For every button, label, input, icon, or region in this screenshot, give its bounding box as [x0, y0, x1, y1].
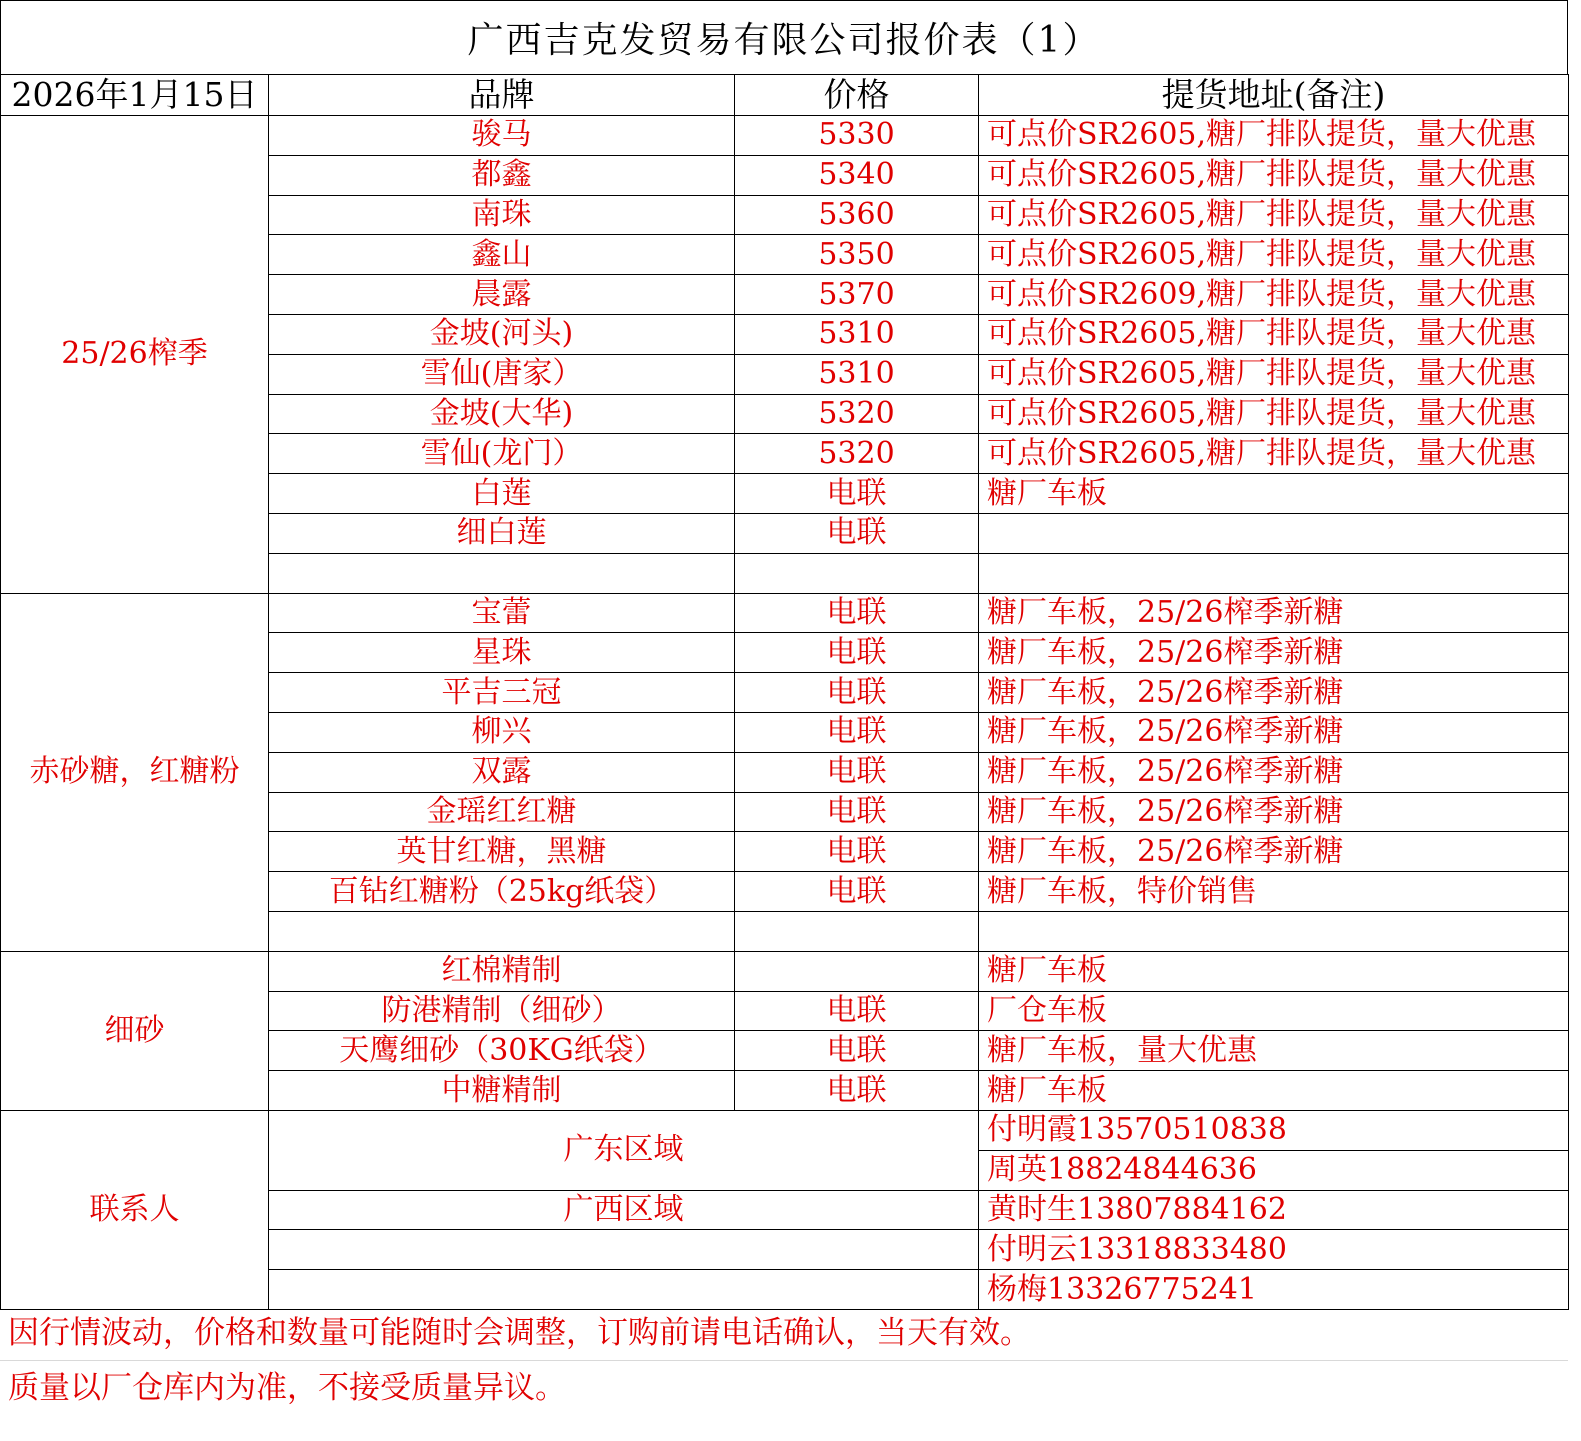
price-cell: 电联 [735, 513, 979, 553]
empty-region-cell [269, 1270, 979, 1310]
price-cell: 电联 [735, 752, 979, 792]
remark-cell: 糖厂车板，25/26榨季新糖 [979, 673, 1569, 713]
brand-cell: 鑫山 [269, 235, 735, 275]
remark-cell: 可点价SR2605,糖厂排队提货，量大优惠 [979, 314, 1569, 354]
remark-cell: 可点价SR2605,糖厂排队提货，量大优惠 [979, 235, 1569, 275]
sheet-title: 广西吉克发贸易有限公司报价表（1） [0, 0, 1568, 74]
price-cell: 5310 [735, 354, 979, 394]
brand-cell: 红棉精制 [269, 951, 735, 991]
table-row [1, 116, 1569, 156]
contacts-category-cell: 联系人 [1, 1110, 269, 1309]
brand-cell: 中糖精制 [269, 1071, 735, 1111]
header-price: 价格 [735, 75, 979, 116]
category-cell: 赤砂糖，红糖粉 [1, 593, 269, 951]
brand-cell: 金坡(河头) [269, 314, 735, 354]
brand-cell: 雪仙(龙门） [269, 434, 735, 474]
table-row [1, 593, 1569, 633]
category-cell: 25/26榨季 [1, 116, 269, 594]
notes-section [0, 1306, 1568, 1414]
remark-cell: 糖厂车板，25/26榨季新糖 [979, 752, 1569, 792]
price-cell: 5340 [735, 155, 979, 195]
brand-cell: 金坡(大华) [269, 394, 735, 434]
brand-cell: 都鑫 [269, 155, 735, 195]
remark-cell: 可点价SR2605,糖厂排队提货，量大优惠 [979, 434, 1569, 474]
brand-cell: 宝蕾 [269, 593, 735, 633]
price-cell: 电联 [735, 1071, 979, 1111]
price-cell: 5360 [735, 195, 979, 235]
brand-cell: 细白莲 [269, 513, 735, 553]
brand-cell: 南珠 [269, 195, 735, 235]
remark-cell: 糖厂车板 [979, 1071, 1569, 1111]
brand-cell: 雪仙(唐家） [269, 354, 735, 394]
remark-cell: 可点价SR2609,糖厂排队提货，量大优惠 [979, 275, 1569, 315]
table-row [1, 951, 1569, 991]
remark-cell: 糖厂车板，25/26榨季新糖 [979, 712, 1569, 752]
remark-cell: 可点价SR2605,糖厂排队提货，量大优惠 [979, 155, 1569, 195]
brand-cell: 白莲 [269, 474, 735, 514]
price-cell: 电联 [735, 712, 979, 752]
price-cell [735, 553, 979, 593]
header-date: 2026年1月15日 [1, 75, 269, 116]
header-remark: 提货地址(备注) [979, 75, 1569, 116]
remark-cell: 糖厂车板 [979, 951, 1569, 991]
region-cell-guangdong: 广东区域 [269, 1110, 979, 1190]
remark-cell: 糖厂车板，25/26榨季新糖 [979, 593, 1569, 633]
note-quality-disclaimer: 质量以厂仓库内为准，不接受质量异议。 [0, 1360, 1568, 1414]
contact-person: 周英18824844636 [979, 1150, 1569, 1190]
brand-cell: 天鹰细砂（30KG纸袋） [269, 1031, 735, 1071]
brand-cell: 平吉三冠 [269, 673, 735, 713]
contact-person: 付明霞13570510838 [979, 1110, 1569, 1150]
price-cell: 电联 [735, 593, 979, 633]
price-cell: 5310 [735, 314, 979, 354]
remark-cell: 糖厂车板，特价销售 [979, 872, 1569, 912]
contact-person: 黄时生13807884162 [979, 1190, 1569, 1230]
brand-cell: 星珠 [269, 633, 735, 673]
category-cell: 细砂 [1, 951, 269, 1110]
remark-cell: 糖厂车板，25/26榨季新糖 [979, 633, 1569, 673]
contact-person: 付明云13318833480 [979, 1230, 1569, 1270]
price-cell [735, 911, 979, 951]
note-price-disclaimer: 因行情波动，价格和数量可能随时会调整，订购前请电话确认，当天有效。 [8, 1315, 1031, 1351]
price-cell: 电联 [735, 673, 979, 713]
price-cell: 5330 [735, 116, 979, 156]
region-cell-guangxi: 广西区域 [269, 1190, 979, 1230]
brand-cell: 金瑶红红糖 [269, 792, 735, 832]
header-brand: 品牌 [269, 75, 735, 116]
remark-cell: 糖厂车板，25/26榨季新糖 [979, 792, 1569, 832]
brand-cell [269, 553, 735, 593]
brand-cell: 防港精制（细砂） [269, 991, 735, 1031]
price-cell: 5350 [735, 235, 979, 275]
price-cell: 电联 [735, 633, 979, 673]
contact-row [1, 1110, 1569, 1150]
price-cell: 电联 [735, 474, 979, 514]
brand-cell: 晨露 [269, 275, 735, 315]
price-cell: 5370 [735, 275, 979, 315]
price-cell: 5320 [735, 434, 979, 474]
price-cell: 电联 [735, 832, 979, 872]
price-cell: 电联 [735, 991, 979, 1031]
brand-cell [269, 911, 735, 951]
remark-cell [979, 513, 1569, 553]
header-row [1, 75, 1569, 116]
remark-cell [979, 553, 1569, 593]
remark-cell: 可点价SR2605,糖厂排队提货，量大优惠 [979, 394, 1569, 434]
contact-person: 杨梅13326775241 [979, 1270, 1569, 1310]
remark-cell [979, 911, 1569, 951]
remark-cell: 可点价SR2605,糖厂排队提货，量大优惠 [979, 354, 1569, 394]
remark-cell: 糖厂车板 [979, 474, 1569, 514]
price-cell: 电联 [735, 792, 979, 832]
remark-cell: 可点价SR2605,糖厂排队提货，量大优惠 [979, 195, 1569, 235]
remark-cell: 糖厂车板，量大优惠 [979, 1031, 1569, 1071]
price-cell [735, 951, 979, 991]
brand-cell: 柳兴 [269, 712, 735, 752]
price-cell: 电联 [735, 872, 979, 912]
price-table [0, 74, 1569, 1310]
price-cell: 电联 [735, 1031, 979, 1071]
remark-cell: 糖厂车板，25/26榨季新糖 [979, 832, 1569, 872]
brand-cell: 百钻红糖粉（25kg纸袋） [269, 872, 735, 912]
remark-cell: 可点价SR2605,糖厂排队提货，量大优惠 [979, 116, 1569, 156]
price-cell: 5320 [735, 394, 979, 434]
brand-cell: 双露 [269, 752, 735, 792]
empty-region-cell [269, 1230, 979, 1270]
brand-cell: 骏马 [269, 116, 735, 156]
brand-cell: 英甘红糖，黑糖 [269, 832, 735, 872]
remark-cell: 厂仓车板 [979, 991, 1569, 1031]
